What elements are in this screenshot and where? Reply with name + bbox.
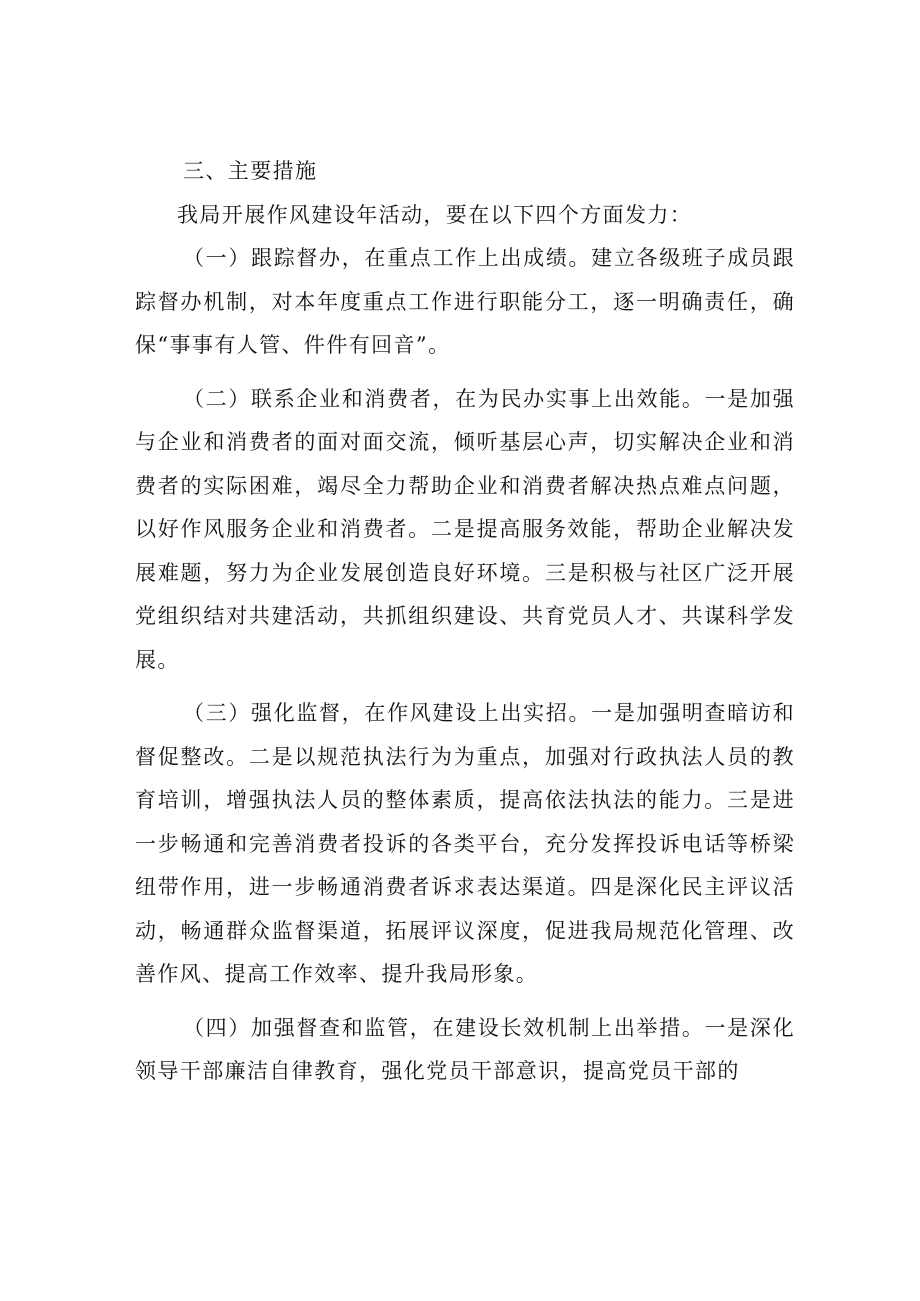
document-body [135, 150, 795, 1094]
paragraph-2: （二）联系企业和消费者，在为民办实事上出效能。一是加强与企业和消费者的面对面交流，倾听基层心声，切实解决企业和消费者的实际困难，竭尽全力帮助企业和消费者解决热点难点问题，以好作风服务企业和消费者。二是提高服务效能，帮助企业解决发展难题，努力为企业发展创造良好环境。三是积极与社区广泛开展党组织结对共建活动，共抓组织建设、共育党员人才、共谋科学发展。 [135, 386, 795, 672]
intro-paragraph: 我局开展作风建设年活动，要在以下四个方面发力： [177, 202, 693, 227]
paragraph-3: （三）强化监督，在作风建设上出实招。一是加强明查暗访和督促整改。二是以规范执法行为为重点，加强对行政执法人员的教育培训，增强执法人员的整体素质，提高依法执法的能力。三是进一步畅通和完善消费者投诉的各类平台，充分发挥投诉电话等桥梁纽带作用，进一步畅通消费者诉求表达渠道。四是深化民主评议活动，畅通群众监督渠道，拓展评议深度，促进我局规范化管理、改善作风、提高工作效率、提升我局形象。 [135, 701, 795, 986]
paragraph-4: （四）加强督查和监管，在建设长效机制上出举措。一是深化领导干部廉洁自律教育，强化党员干部意识，提高党员干部的 [135, 1015, 795, 1083]
paragraph-gap [135, 368, 795, 378]
paragraph-1: （一）跟踪督办，在重点工作上出成绩。建立各级班子成员跟踪督办机制，对本年度重点工作进行职能分工，逐一明确责任，确保“事事有人管、件件有回音”。 [135, 246, 795, 357]
paragraph-gap [135, 997, 795, 1007]
section-heading: 三、主要措施 [183, 159, 318, 183]
paragraph-gap [135, 682, 795, 692]
